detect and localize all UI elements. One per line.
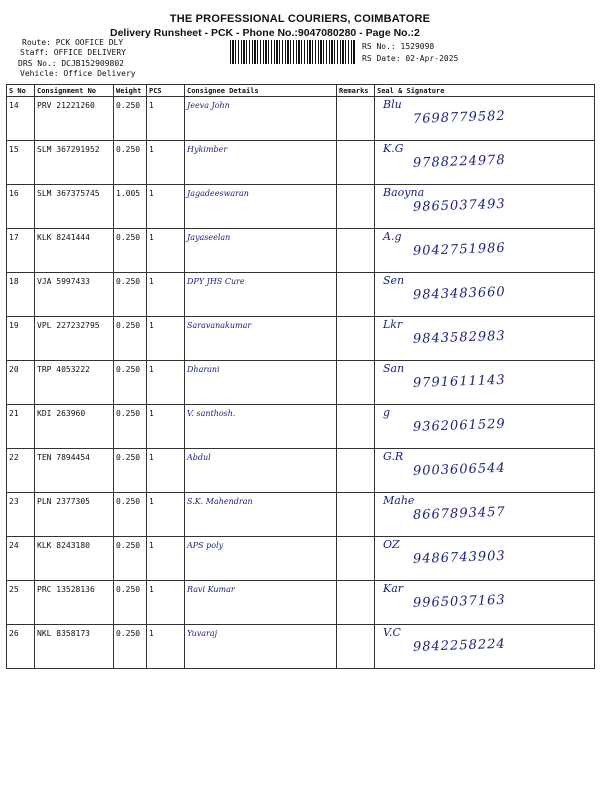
consignee-name: V. santhosh. xyxy=(185,405,337,449)
consignment-number: VPL 227232795 xyxy=(35,317,114,361)
signature-cell xyxy=(375,229,595,273)
pieces-count: 1 xyxy=(147,229,185,273)
table-row xyxy=(7,141,595,185)
pieces-count: 1 xyxy=(147,141,185,185)
consignment-number: KLK 8243180 xyxy=(35,537,114,581)
weight-value: 0.250 xyxy=(114,493,147,537)
table-row xyxy=(7,449,595,493)
signature-mark: Mahe xyxy=(383,494,415,507)
pieces-count: 1 xyxy=(147,493,185,537)
signature-phone: 9865037493 xyxy=(412,196,506,215)
weight-value: 0.250 xyxy=(114,361,147,405)
signature-cell xyxy=(375,405,595,449)
signature-phone: 9042751986 xyxy=(412,240,506,259)
signature-cell xyxy=(375,185,595,229)
company-name: THE PROFESSIONAL COURIERS, COIMBATORE xyxy=(169,13,431,25)
pieces-count: 1 xyxy=(147,537,185,581)
weight-value: 0.250 xyxy=(114,625,147,669)
consignee-name: Jagadeeswaran xyxy=(185,185,337,229)
signature-cell xyxy=(375,537,595,581)
serial-number: 26 xyxy=(7,625,35,669)
serial-number: 15 xyxy=(7,141,35,185)
table-row xyxy=(7,537,595,581)
weight-value: 1.005 xyxy=(114,185,147,229)
vehicle-label: Vehicle: Office Delivery xyxy=(20,69,136,78)
remarks-cell xyxy=(337,229,375,273)
serial-number: 25 xyxy=(7,581,35,625)
consignment-number: PRC 13528136 xyxy=(35,581,114,625)
runsheet-table xyxy=(6,84,595,669)
remarks-cell xyxy=(337,185,375,229)
weight-value: 0.250 xyxy=(114,317,147,361)
consignment-number: NKL 8358173 xyxy=(35,625,114,669)
pieces-count: 1 xyxy=(147,581,185,625)
weight-value: 0.250 xyxy=(114,449,147,493)
signature-phone: 9788224978 xyxy=(412,152,506,171)
weight-value: 0.250 xyxy=(114,141,147,185)
signature-cell xyxy=(375,361,595,405)
signature-cell xyxy=(375,273,595,317)
consignment-number: VJA 5997433 xyxy=(35,273,114,317)
signature-cell xyxy=(375,625,595,669)
consignee-name: Yuvaraj xyxy=(185,625,337,669)
consignee-name: Jeeva John xyxy=(185,97,337,141)
signature-cell xyxy=(375,493,595,537)
signature-mark: G.R xyxy=(383,450,404,463)
pieces-count: 1 xyxy=(147,625,185,669)
barcode-image xyxy=(230,40,355,64)
table-row xyxy=(7,625,595,669)
serial-number: 20 xyxy=(7,361,35,405)
signature-mark: San xyxy=(383,362,405,375)
drs-number: DRS No.: DCJB152909802 xyxy=(18,59,124,68)
signature-phone: 8667893457 xyxy=(412,504,506,523)
signature-cell xyxy=(375,97,595,141)
signature-phone: 9843582983 xyxy=(412,328,506,347)
serial-number: 23 xyxy=(7,493,35,537)
pieces-count: 1 xyxy=(147,97,185,141)
table-row xyxy=(7,317,595,361)
weight-value: 0.250 xyxy=(114,581,147,625)
consignment-number: SLM 367375745 xyxy=(35,185,114,229)
remarks-cell xyxy=(337,625,375,669)
staff-label: Staff: OFFICE DELIVERY xyxy=(20,48,126,57)
signature-cell xyxy=(375,317,595,361)
table-row xyxy=(7,185,595,229)
signature-phone: 7698779582 xyxy=(412,108,506,127)
pieces-count: 1 xyxy=(147,449,185,493)
column-header: PCS xyxy=(147,85,185,97)
remarks-cell xyxy=(337,141,375,185)
remarks-cell xyxy=(337,537,375,581)
pieces-count: 1 xyxy=(147,317,185,361)
table-row xyxy=(7,229,595,273)
column-header: S No xyxy=(7,85,35,97)
weight-value: 0.250 xyxy=(114,273,147,317)
remarks-cell xyxy=(337,317,375,361)
serial-number: 17 xyxy=(7,229,35,273)
signature-phone: 9965037163 xyxy=(412,592,506,611)
signature-phone: 9003606544 xyxy=(412,460,506,479)
serial-number: 19 xyxy=(7,317,35,361)
signature-cell xyxy=(375,141,595,185)
remarks-cell xyxy=(337,449,375,493)
column-header: Seal & Signature xyxy=(375,85,595,97)
table-row xyxy=(7,273,595,317)
consignee-name: Abdul xyxy=(185,449,337,493)
consignment-number: KDI 263960 xyxy=(35,405,114,449)
pieces-count: 1 xyxy=(147,185,185,229)
signature-phone: 9842258224 xyxy=(412,636,506,655)
serial-number: 21 xyxy=(7,405,35,449)
table-row xyxy=(7,97,595,141)
serial-number: 22 xyxy=(7,449,35,493)
consignee-name: APS poly xyxy=(185,537,337,581)
remarks-cell xyxy=(337,581,375,625)
signature-mark: V.C xyxy=(383,626,401,639)
remarks-cell xyxy=(337,493,375,537)
serial-number: 24 xyxy=(7,537,35,581)
consignment-number: PLN 2377305 xyxy=(35,493,114,537)
remarks-cell xyxy=(337,273,375,317)
column-header: Consignee Details xyxy=(185,85,337,97)
consignee-name: Dharani xyxy=(185,361,337,405)
consignee-name: Jayaseelan xyxy=(185,229,337,273)
consignee-name: Hykimber xyxy=(185,141,337,185)
signature-mark: OZ xyxy=(383,538,400,551)
consignee-name: Ravi Kumar xyxy=(185,581,337,625)
consignment-number: TEN 7894454 xyxy=(35,449,114,493)
consignment-number: SLM 367291952 xyxy=(35,141,114,185)
remarks-cell xyxy=(337,405,375,449)
remarks-cell xyxy=(337,97,375,141)
consignee-name: S.K. Mahendran xyxy=(185,493,337,537)
remarks-cell xyxy=(337,361,375,405)
signature-mark: A.g xyxy=(383,230,402,243)
consignment-number: KLK 8241444 xyxy=(35,229,114,273)
signature-cell xyxy=(375,581,595,625)
serial-number: 16 xyxy=(7,185,35,229)
consignment-number: PRV 21221260 xyxy=(35,97,114,141)
serial-number: 18 xyxy=(7,273,35,317)
column-header: Weight xyxy=(114,85,147,97)
route-label: Route: PCK OOFICE DLY xyxy=(22,38,124,47)
weight-value: 0.250 xyxy=(114,537,147,581)
table-header-row xyxy=(7,85,595,97)
signature-mark: Kar xyxy=(383,582,404,595)
signature-mark: Lkr xyxy=(383,318,403,331)
table-row xyxy=(7,405,595,449)
signature-mark: Blu xyxy=(383,98,402,111)
weight-value: 0.250 xyxy=(114,229,147,273)
table-row xyxy=(7,361,595,405)
pieces-count: 1 xyxy=(147,405,185,449)
serial-number: 14 xyxy=(7,97,35,141)
rs-number: RS No.: 1529098 xyxy=(362,42,435,51)
rs-date: RS Date: 02-Apr-2025 xyxy=(362,54,459,63)
signature-phone: 9791611143 xyxy=(412,372,506,391)
pieces-count: 1 xyxy=(147,273,185,317)
signature-mark: g xyxy=(383,406,391,419)
signature-mark: Baoyna xyxy=(383,186,425,199)
signature-cell xyxy=(375,449,595,493)
signature-phone: 9486743903 xyxy=(412,548,506,567)
signature-phone: 9362061529 xyxy=(412,416,506,435)
table-row xyxy=(7,493,595,537)
runsheet-title: Delivery Runsheet - PCK - Phone No.:9047080280 - Page No.:2 xyxy=(110,27,420,39)
consignment-number: TRP 4053222 xyxy=(35,361,114,405)
consignee-name: Saravanakumar xyxy=(185,317,337,361)
signature-mark: Sen xyxy=(383,274,405,287)
signature-mark: K.G xyxy=(383,142,404,155)
consignee-name: DPY JHS Cure xyxy=(185,273,337,317)
table-row xyxy=(7,581,595,625)
signature-phone: 9843483660 xyxy=(412,284,506,303)
weight-value: 0.250 xyxy=(114,97,147,141)
pieces-count: 1 xyxy=(147,361,185,405)
column-header: Remarks xyxy=(337,85,375,97)
column-header: Consignment No xyxy=(35,85,114,97)
weight-value: 0.250 xyxy=(114,405,147,449)
